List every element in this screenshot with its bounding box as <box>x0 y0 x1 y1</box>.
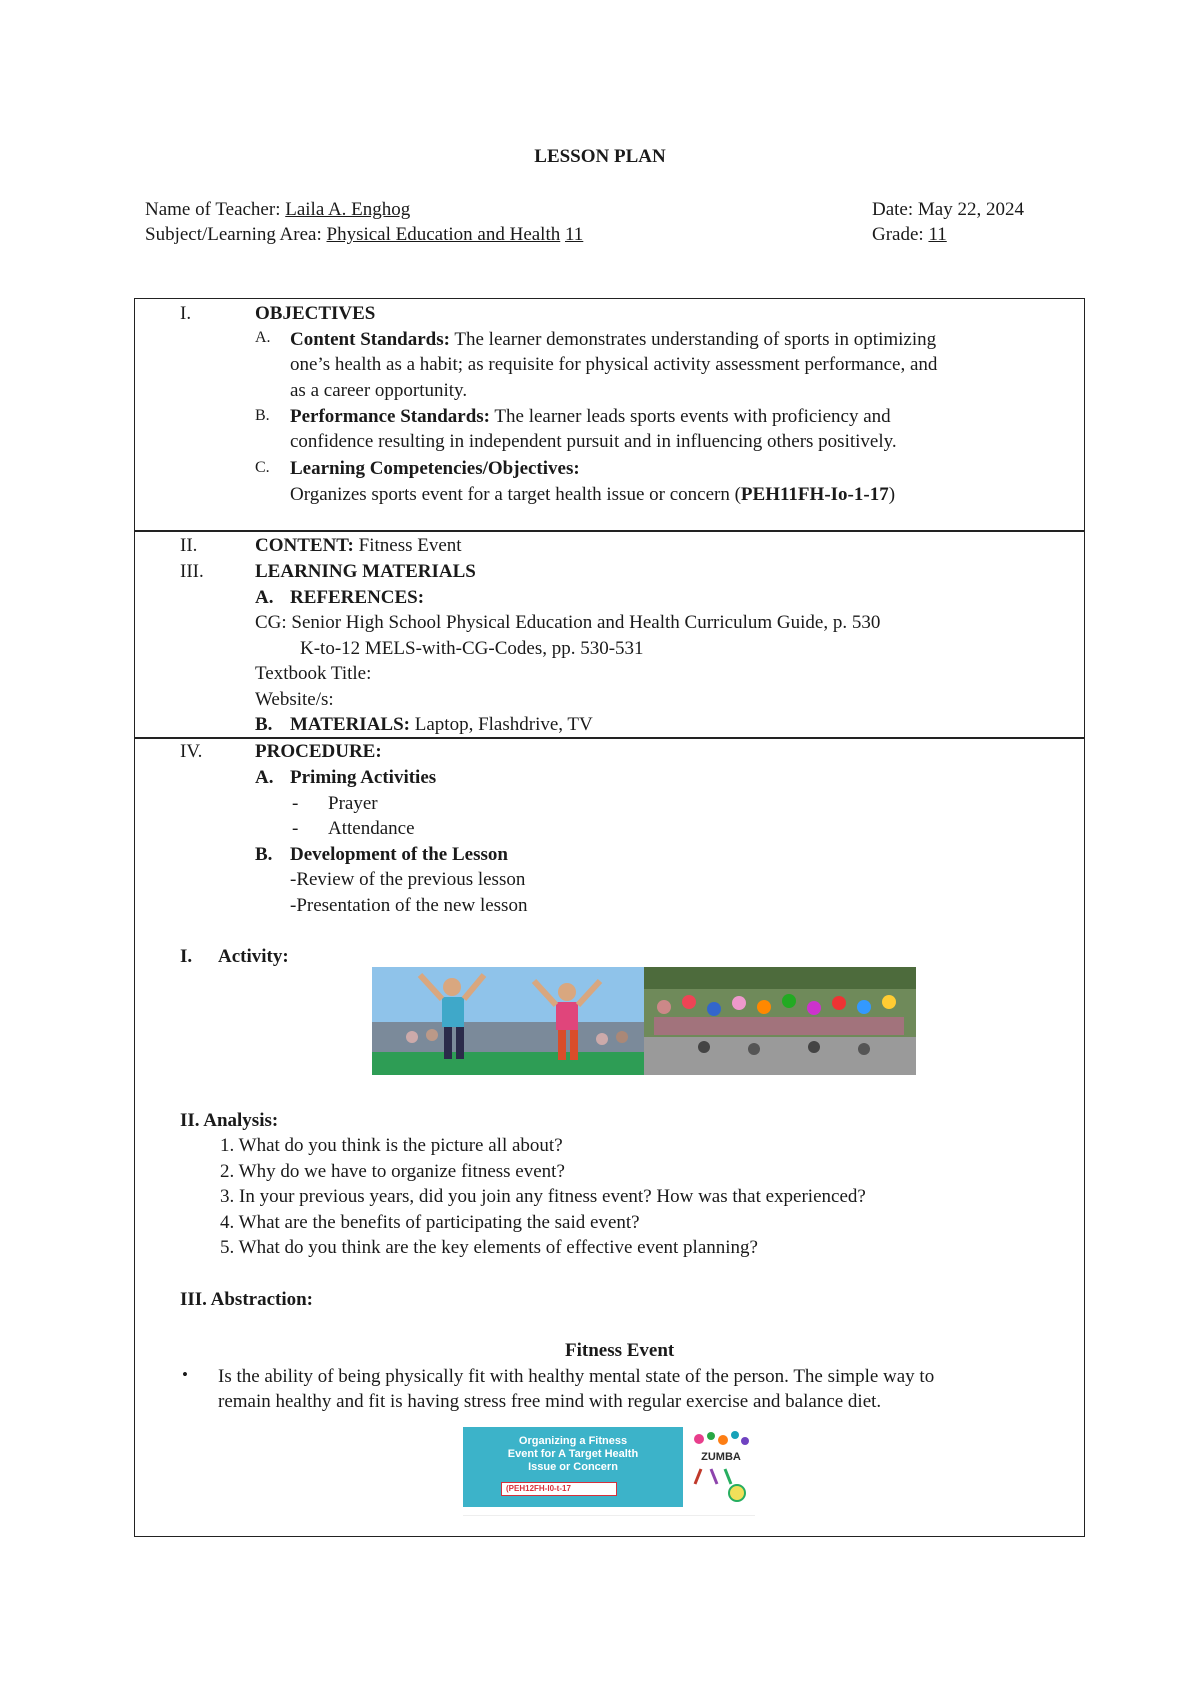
references-website: Website/s: <box>255 689 334 710</box>
aerobics-crowd-photo <box>644 967 916 1075</box>
abstraction-heading: III. Abstraction: <box>180 1289 314 1310</box>
competencies-code: PEH11FH-Io-1-17 <box>740 484 889 505</box>
subject-line <box>145 224 583 246</box>
content-standards-letter: A. <box>255 329 271 346</box>
fitness-crowd-photo <box>372 967 644 1075</box>
priming-heading: Priming Activities <box>290 767 437 788</box>
grade-value: 11 <box>928 224 947 245</box>
fitness-photo-left <box>372 967 644 1075</box>
date-label: Date: <box>872 199 914 220</box>
activity-label <box>218 946 289 968</box>
activity-number: I. <box>180 946 193 967</box>
competencies-desc: Organizes sports event for a target health issue or concern ( <box>290 484 741 505</box>
content-standards-text1: The learner demonstrates understanding of sports in optimizing <box>454 329 937 350</box>
subject-name: Physical Education and Health <box>326 224 561 245</box>
development-item: -Review of the previous lesson <box>290 869 526 890</box>
zumba-logo-icon <box>687 1429 753 1505</box>
analysis-question: 4. What are the benefits of participating the said event? <box>220 1212 640 1233</box>
slide-title-line3: Issue or Concern <box>528 1461 618 1473</box>
zumba-logo-text: ZUMBA <box>701 1451 741 1463</box>
procedure-heading: PROCEDURE: <box>255 741 382 762</box>
competencies-close: ) <box>888 484 896 505</box>
slide-title-line2: Event for A Target Health <box>507 1448 639 1460</box>
content-line <box>255 535 462 557</box>
performance-standards-label: Performance Standards: <box>290 406 490 427</box>
subject-grade: 11 <box>565 224 584 245</box>
performance-standards-line2: confidence resulting in independent pursuit and in influencing others positively. <box>290 431 897 452</box>
materials-line <box>290 714 593 736</box>
date-value: May 22, 2024 <box>917 199 1024 220</box>
materials-number: III. <box>180 561 204 582</box>
priming-dash-2: - <box>292 818 299 839</box>
topic-slide-image <box>463 1427 755 1516</box>
references-heading: REFERENCES: <box>290 587 425 608</box>
materials-value: Laptop, Flashdrive, TV <box>414 714 593 735</box>
references-kto12: K-to-12 MELS-with-CG-Codes, pp. 530-531 <box>300 638 644 659</box>
analysis-question: 2. Why do we have to organize fitness event? <box>220 1161 565 1182</box>
materials-label: MATERIALS: <box>290 714 410 735</box>
grade-line <box>872 224 947 246</box>
activity-label-text: Activity: <box>218 946 289 967</box>
teacher-label: Name of Teacher: <box>145 199 281 220</box>
priming-item: Prayer <box>328 793 378 814</box>
performance-standards-line1 <box>290 406 891 428</box>
teacher-name: Laila A. Enghog <box>285 199 411 220</box>
analysis-question: 1. What do you think is the picture all about? <box>220 1135 563 1156</box>
performance-standards-text1: The learner leads sports events with proficiency and <box>494 406 891 427</box>
competencies-label: Learning Competencies/Objectives: <box>290 458 580 479</box>
references-cg: CG: Senior High School Physical Education and Health Curriculum Guide, p. 530 <box>255 612 881 633</box>
content-standards-line3: as a career opportunity. <box>290 380 468 401</box>
slide-title-line1: Organizing a Fitness <box>518 1435 628 1447</box>
priming-item: Attendance <box>328 818 415 839</box>
objectives-number: I. <box>180 303 192 324</box>
fitness-event-title: Fitness Event <box>565 1340 675 1361</box>
grade-label: Grade: <box>872 224 924 245</box>
fitness-photo-right <box>644 967 916 1075</box>
priming-dash-1: - <box>292 793 299 814</box>
content-standards-line1 <box>290 329 936 351</box>
definition-line2: remain healthy and fit is having stress free mind with regular exercise and balance diet. <box>218 1391 882 1412</box>
subject-label: Subject/Learning Area: <box>145 224 322 245</box>
development-letter: B. <box>255 844 273 865</box>
procedure-number: IV. <box>180 741 203 762</box>
definition-line1: Is the ability of being physically fit with healthy mental state of the person. The simple way to <box>218 1366 935 1387</box>
analysis-heading: II. Analysis: <box>180 1110 279 1131</box>
references-textbook: Textbook Title: <box>255 663 372 684</box>
bullet-icon: • <box>182 1365 188 1384</box>
date-line <box>872 199 1024 221</box>
content-standards-line2: one’s health as a habit; as requisite for physical activity assessment performance, and <box>290 354 938 375</box>
references-letter: A. <box>255 587 274 608</box>
page-title: LESSON PLAN <box>534 146 666 167</box>
competencies-text <box>290 484 895 506</box>
materials-letter: B. <box>255 714 273 735</box>
performance-standards-letter: B. <box>255 407 270 424</box>
content-value: Fitness Event <box>358 535 462 556</box>
slide-code-box: (PEH12FH-I0-t-17 <box>501 1482 617 1496</box>
content-label: CONTENT: <box>255 535 354 556</box>
teacher-line <box>145 199 410 221</box>
competencies-letter: C. <box>255 459 270 476</box>
objectives-heading: OBJECTIVES <box>255 303 376 324</box>
development-heading: Development of the Lesson <box>290 844 508 865</box>
analysis-question: 3. In your previous years, did you join any fitness event? How was that experienced? <box>220 1186 866 1207</box>
materials-heading: LEARNING MATERIALS <box>255 561 476 582</box>
content-number: II. <box>180 535 198 556</box>
priming-letter: A. <box>255 767 274 788</box>
development-item: -Presentation of the new lesson <box>290 895 528 916</box>
content-standards-label: Content Standards: <box>290 329 450 350</box>
zumba-graphic <box>687 1429 753 1505</box>
analysis-question: 5. What do you think are the key elements of effective event planning? <box>220 1237 758 1258</box>
